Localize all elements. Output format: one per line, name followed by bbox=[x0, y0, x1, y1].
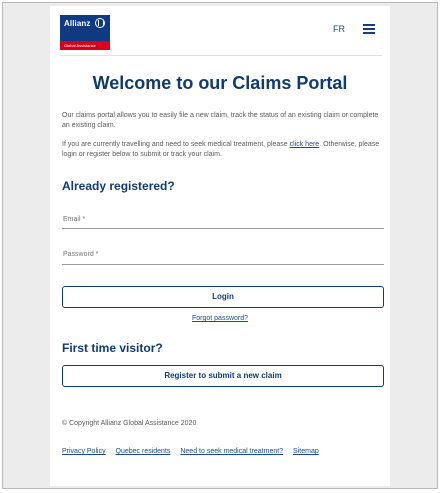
already-registered-heading: Already registered? bbox=[62, 179, 175, 193]
allianz-eagle-icon bbox=[95, 18, 105, 28]
medical-text-before: If you are currently travelling and need to seek medical treatment, please bbox=[62, 141, 290, 148]
email-field-underline[interactable] bbox=[62, 228, 384, 229]
forgot-password-link[interactable]: Forgot password? bbox=[191, 315, 249, 322]
claims-portal-page bbox=[50, 6, 390, 486]
medical-treatment-text bbox=[62, 140, 382, 160]
screenshot-frame bbox=[2, 2, 438, 489]
page-title: Welcome to our Claims Portal bbox=[92, 73, 348, 93]
logo-text: Allianz bbox=[64, 19, 91, 28]
email-field[interactable]: Email * bbox=[63, 216, 86, 223]
quebec-residents-link[interactable]: Quebec residents bbox=[115, 448, 171, 455]
allianz-logo[interactable] bbox=[60, 15, 110, 50]
login-button[interactable]: Login bbox=[62, 286, 384, 308]
click-here-link[interactable]: click here bbox=[289, 141, 320, 148]
header-divider bbox=[60, 55, 382, 56]
language-toggle[interactable]: FR bbox=[333, 24, 345, 34]
copyright-text: © Copyright Allianz Global Assistance 2020 bbox=[62, 420, 197, 427]
intro-text: Our claims portal allows you to easily file a new claim, track the status of an existing claim or complete an existing claim. bbox=[62, 112, 379, 129]
hamburger-menu-icon[interactable] bbox=[363, 24, 375, 33]
medical-text-after: . Otherwise, please login or register below to submit or track your claim. bbox=[62, 141, 380, 158]
footer-links bbox=[62, 448, 327, 455]
medical-treatment-link[interactable]: Need to seek medical treatment? bbox=[180, 448, 284, 455]
password-field[interactable]: Password * bbox=[63, 251, 99, 258]
register-button[interactable]: Register to submit a new claim bbox=[62, 365, 384, 387]
sitemap-link[interactable]: Sitemap bbox=[293, 448, 319, 455]
logo-subtext: Global Assistance bbox=[60, 41, 110, 50]
header bbox=[50, 6, 390, 56]
password-field-underline[interactable] bbox=[62, 264, 384, 265]
first-time-visitor-heading: First time visitor? bbox=[62, 341, 163, 355]
privacy-policy-link[interactable]: Privacy Policy bbox=[62, 448, 106, 455]
